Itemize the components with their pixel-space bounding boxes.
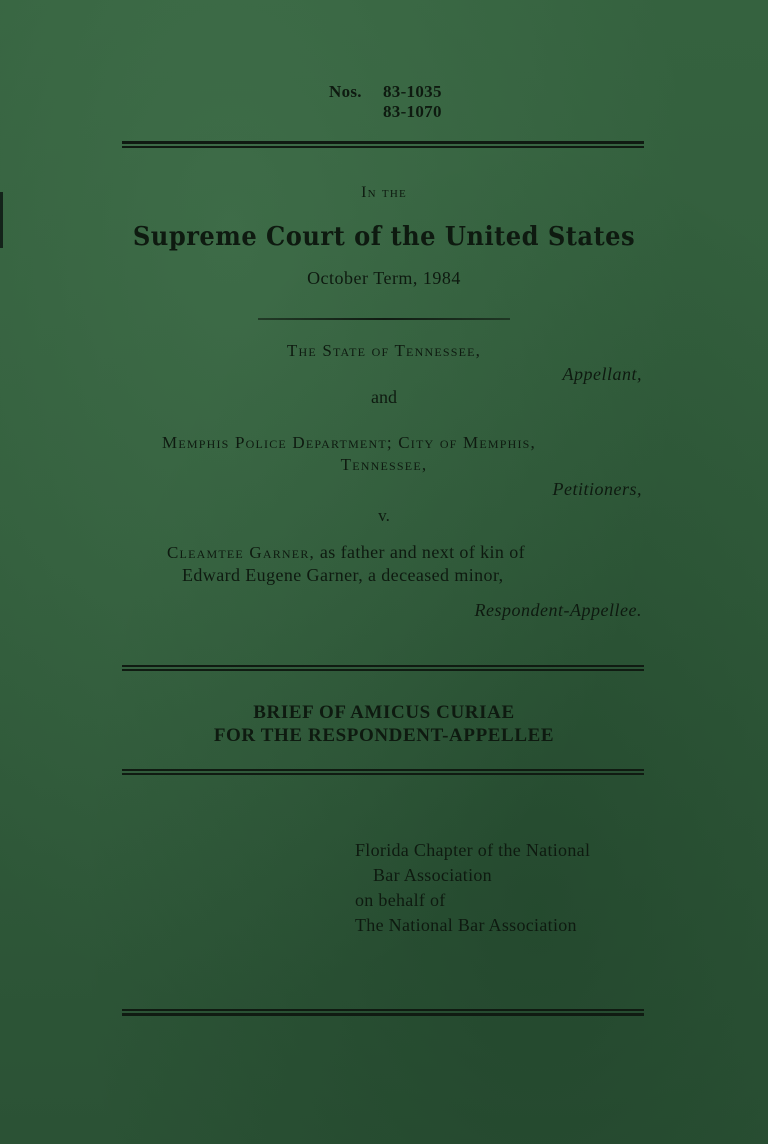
petitioners-line-2: Tennessee,	[340, 455, 428, 474]
docket-number-2: 83-1070	[383, 102, 442, 121]
filer-line-3: on behalf of	[355, 890, 446, 910]
respondent-descriptor: as father and next of kin of	[314, 542, 526, 562]
appellant-name: The State of Tennessee,	[286, 341, 482, 360]
bottom-double-rule	[122, 1009, 644, 1016]
respondent-line-1	[167, 542, 525, 563]
petitioners-line-1: Memphis Police Department; City of Memphis,	[162, 433, 536, 452]
short-rule	[258, 318, 510, 320]
filer-line-2: Bar Association	[373, 865, 492, 885]
court-preamble: In the	[361, 184, 407, 201]
conjunction-and: and	[371, 387, 397, 407]
filer-line-4: The National Bar Association	[355, 915, 577, 935]
versus: v.	[378, 506, 390, 525]
docket-label: Nos.	[329, 82, 362, 101]
top-double-rule	[122, 141, 644, 148]
court-name: Supreme Court of the United States	[132, 222, 636, 252]
docket-numbers	[329, 82, 442, 122]
brief-title-line-1: BRIEF OF AMICUS CURIAE	[253, 702, 515, 723]
respondent-line-2: Edward Eugene Garner, a deceased minor,	[182, 565, 504, 585]
court-term: October Term, 1984	[307, 268, 461, 288]
middle-double-rule	[122, 665, 644, 671]
lower-double-rule	[122, 769, 644, 775]
docket-number-1: 83-1035	[383, 82, 442, 101]
petitioners-role: Petitioners,	[552, 479, 642, 499]
respondent-name: Cleamtee Garner,	[167, 543, 315, 562]
filer-line-1: Florida Chapter of the National	[355, 840, 591, 860]
filer-block	[355, 838, 590, 938]
appellant-role: Appellant,	[562, 364, 642, 384]
respondent-role: Respondent-Appellee.	[474, 600, 642, 620]
brief-title-line-2: FOR THE RESPONDENT-APPELLEE	[213, 725, 555, 746]
